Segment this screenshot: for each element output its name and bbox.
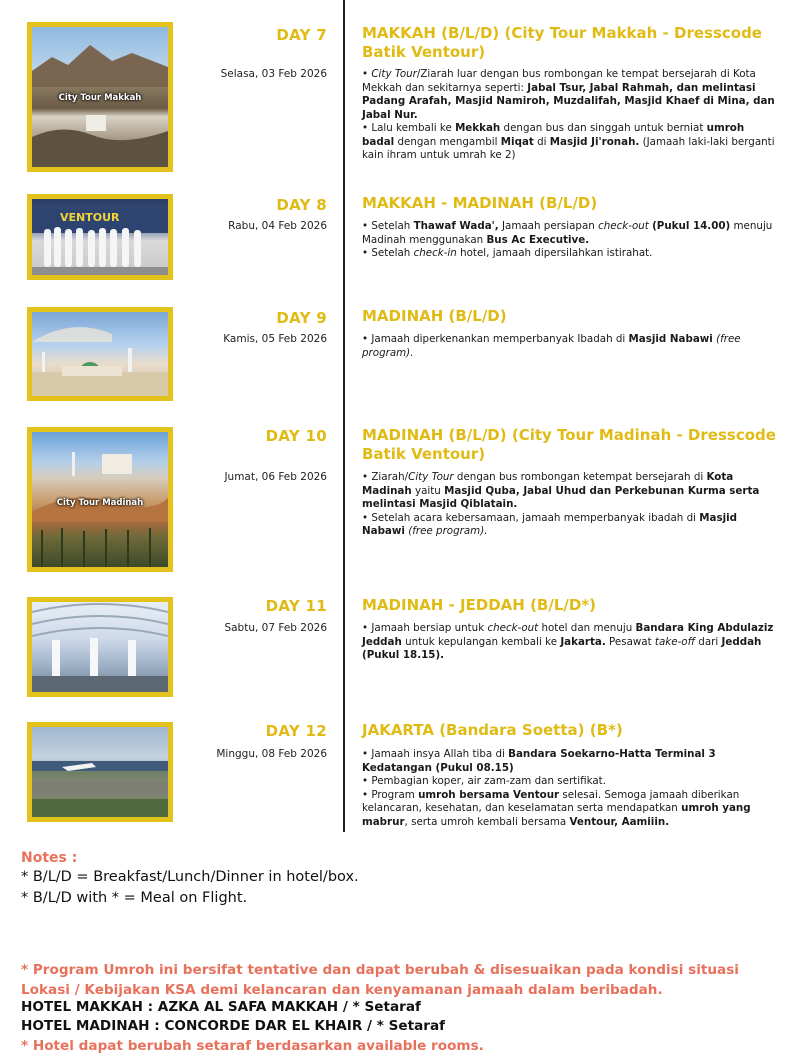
day-10-description: • Ziarah/City Tour dengan bus rombongan ketempat bersejarah di Kota Madinah yaitu Masjid Quba, Jabal Uhud dan Perkebunan Kurma serta melintasi Masjid Qiblatain. • Setelah acara kebersamaan, jamaah memperbanyak ibadah di Masjid Nabawi (free program). xyxy=(362,471,760,537)
day-7-photo xyxy=(27,22,173,172)
hotel-availability-note: * Hotel dapat berubah setaraf berdasarkan available rooms. xyxy=(21,1038,484,1054)
day-12-date: Minggu, 08 Feb 2026 xyxy=(216,748,327,760)
day-7-date: Selasa, 03 Feb 2026 xyxy=(220,68,327,80)
day-9-label: DAY 9 xyxy=(276,309,327,327)
day-10-date: Jumat, 06 Feb 2026 xyxy=(224,471,327,483)
notes-title: Notes : xyxy=(21,850,78,866)
day-8-photo xyxy=(27,194,173,280)
day-11-date: Sabtu, 07 Feb 2026 xyxy=(224,622,327,634)
notes-section xyxy=(21,850,359,909)
day-10-photo-caption: City Tour Madinah xyxy=(56,498,144,508)
day-9-photo xyxy=(27,307,173,401)
notes-line-2: * B/L/D with * = Meal on Flight. xyxy=(21,890,248,906)
day-11-description: • Jamaah bersiap untuk check-out hotel dan menuju Bandara King Abdulaziz Jeddah untuk kepulangan kembali ke Jakarta. Pesawat take-off dari Jeddah (Pukul 18.15). xyxy=(362,622,774,661)
day-10-photo xyxy=(27,427,173,572)
day-10-title: MADINAH (B/L/D) (City Tour Madinah - Dresscode Batik Ventour) xyxy=(362,426,776,463)
day-8-photo-caption: VENTOUR xyxy=(60,211,120,224)
tentative-disclaimer: * Program Umroh ini bersifat tentative dan dapat berubah & disesuaikan pada kondisi situasi Lokasi / Kebijakan KSA demi kelancaran dan kenyamanan jamaah dalam beribadah. xyxy=(21,962,739,998)
hotel-makkah: HOTEL MAKKAH : AZKA AL SAFA MAKKAH / * Setaraf xyxy=(21,999,421,1015)
notes-line-1: * B/L/D = Breakfast/Lunch/Dinner in hotel/box. xyxy=(21,869,359,885)
day-9-title: MADINAH (B/L/D) xyxy=(362,307,507,325)
hotel-madinah: HOTEL MADINAH : CONCORDE DAR EL KHAIR / * Setaraf xyxy=(21,1018,446,1034)
day-8-label: DAY 8 xyxy=(276,196,327,214)
day-12-label: DAY 12 xyxy=(265,722,327,740)
day-7-description: • City Tour/Ziarah luar dengan bus rombongan ke tempat bersejarah di Kota Mekkah dan sekitarnya seperti: Jabal Tsur, Jabal Rahmah, dan melintasi Padang Arafah, Masjid Namiroh, Muzdalifah, Masjid Khaef di Mina, dan Jabal Nur. • Lalu kembali ke Mekkah dengan bus dan singgah untuk berniat umroh badal dengan mengambil Miqat di Masjid Ji'ronah. (Jamaah laki-laki berganti kain ihram untuk umrah ke 2) xyxy=(362,68,775,161)
day-9-date: Kamis, 05 Feb 2026 xyxy=(223,333,327,345)
timeline-divider xyxy=(343,0,345,832)
day-9-description: • Jamaah diperkenankan memperbanyak Ibadah di Masjid Nabawi (free program). xyxy=(362,333,741,359)
day-10-label: DAY 10 xyxy=(265,427,327,445)
day-7-title: MAKKAH (B/L/D) (City Tour Makkah - Dresscode Batik Ventour) xyxy=(362,24,762,61)
day-8-date: Rabu, 04 Feb 2026 xyxy=(228,220,327,232)
day-7-label: DAY 7 xyxy=(276,26,327,44)
day-8-description: • Setelah Thawaf Wada', Jamaah persiapan check-out (Pukul 14.00) menuju Madinah menggunakan Bus Ac Executive. • Setelah check-in hotel, jamaah dipersilahkan istirahat. xyxy=(362,220,773,259)
day-12-photo xyxy=(27,722,173,822)
day-12-description: • Jamaah insya Allah tiba di Bandara Soekarno-Hatta Terminal 3 Kedatangan (Pukul 08.15) • Pembagian koper, air zam-zam dan sertifikat. • Program umroh bersama Ventour selesai. Semoga jamaah diberikan kelancaran, kesehatan, dan keselamatan serta mendapatkan umroh yang mabrur, serta umroh kembali bersama Ventour, Aamiiin. xyxy=(362,748,751,828)
day-8-title: MAKKAH - MADINAH (B/L/D) xyxy=(362,194,598,212)
day-11-label: DAY 11 xyxy=(265,597,327,615)
day-7-photo-caption: City Tour Makkah xyxy=(58,93,142,103)
day-11-title: MADINAH - JEDDAH (B/L/D*) xyxy=(362,596,597,614)
day-11-photo xyxy=(27,597,173,697)
day-12-title: JAKARTA (Bandara Soetta) (B*) xyxy=(362,721,623,739)
